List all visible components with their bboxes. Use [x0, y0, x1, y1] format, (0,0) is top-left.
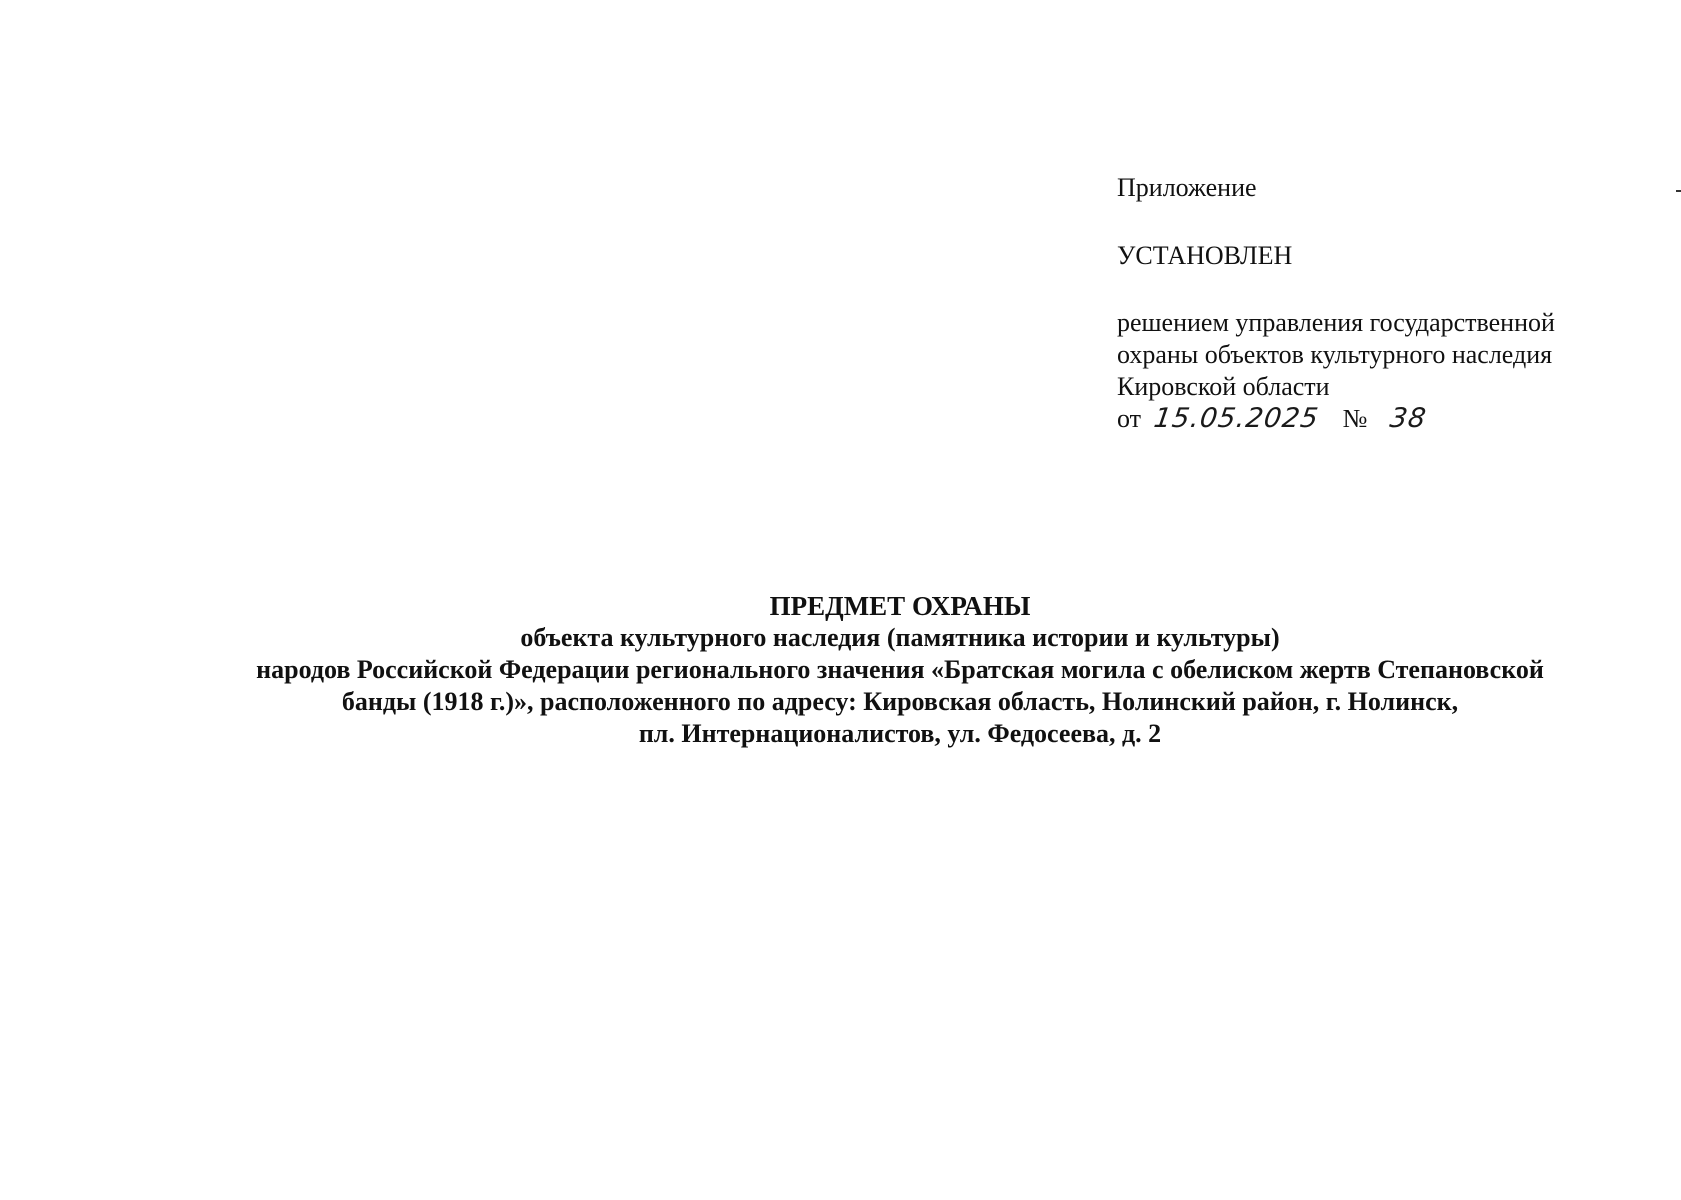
approval-stamp-block: [1117, 172, 1637, 435]
date-number-row: [1117, 403, 1637, 435]
title-line: пл. Интернационалистов, ул. Федосеева, д. 2: [638, 719, 1162, 748]
document-title: [100, 590, 1681, 750]
decision-line: охраны объектов культурного наследия: [1117, 340, 1553, 369]
decision-line: решением управления государственной: [1117, 308, 1555, 337]
handwritten-number: 38: [1387, 403, 1429, 434]
title-line: народов Российской Федерации регионального значения «Братская могила с обелиском жертв Степановской: [256, 655, 1544, 684]
title-line: объекта культурного наследия (памятника истории и культуры): [520, 623, 1280, 652]
title-heading: ПРЕДМЕТ ОХРАНЫ: [769, 591, 1031, 621]
established-label: УСТАНОВЛЕН: [1117, 241, 1293, 270]
decision-text: [1117, 307, 1637, 403]
scan-edge-mark: [1676, 190, 1681, 192]
handwritten-date: 15.05.2025: [1151, 403, 1321, 434]
title-line: банды (1918 г.)», расположенного по адресу: Кировская область, Нолинский район, г. Нолинск,: [341, 687, 1459, 716]
appendix-label: Приложение: [1117, 173, 1257, 202]
number-sign: №: [1342, 404, 1368, 433]
decision-line: Кировской области: [1117, 372, 1330, 401]
date-prefix: от: [1117, 404, 1142, 433]
